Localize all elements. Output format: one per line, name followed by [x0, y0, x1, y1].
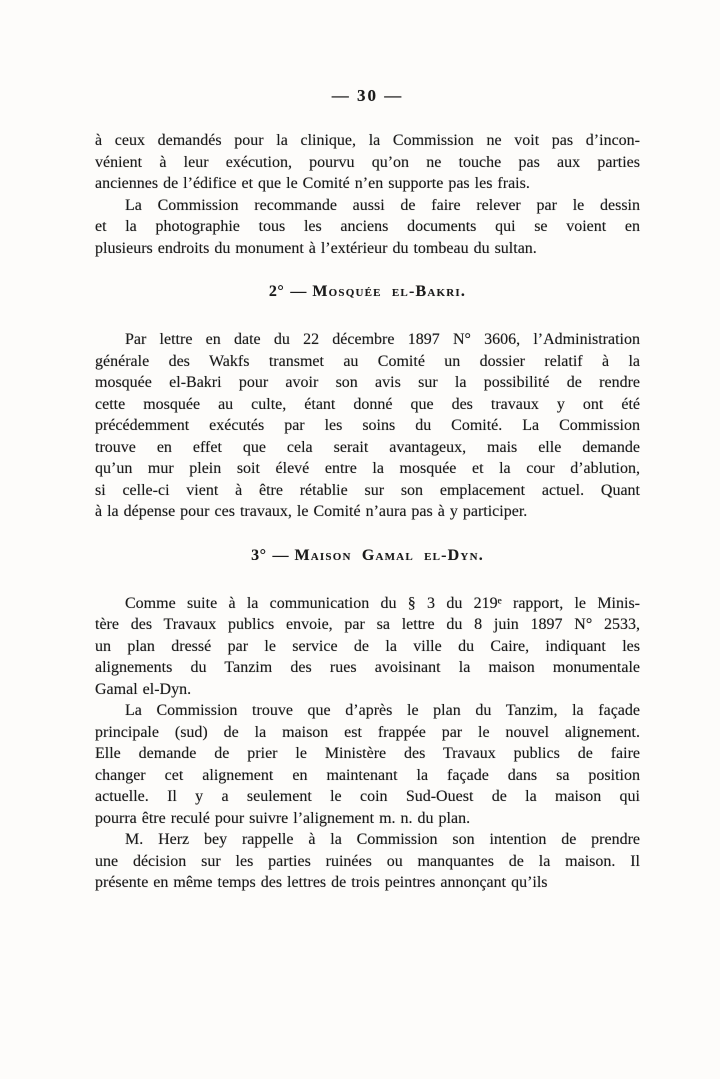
heading-dash: — — [290, 283, 307, 300]
heading-number: 2° — [268, 283, 285, 300]
text-line: Elle demande de prier le Ministère des Travaux publics de faire — [95, 745, 640, 762]
text-line: à la dépense pour ces travaux, le Comité n’aura pas à y participer. — [95, 503, 528, 520]
text-line: anciennes de l’édifice et que le Comité n’en supporte pas les frais. — [95, 175, 530, 192]
heading-dash: — — [272, 546, 289, 564]
text-line: et la photographie tous les anciens documents qui se voient en — [95, 218, 640, 235]
section-heading — [95, 545, 640, 567]
paragraph — [95, 195, 640, 260]
text-line: alignements du Tanzim des rues avoisinant la maison monumentale — [95, 659, 640, 676]
text-line: principale (sud) de la maison est frappée par le nouvel alignement. — [95, 723, 640, 741]
text-line: Gamal el-Dyn. — [95, 680, 192, 698]
text-line: un plan dressé par le service de la ville du Caire, indiquant les — [95, 637, 640, 655]
text-line: actuelle. Il y a seulement le coin Sud-Ouest de la maison qui — [95, 788, 640, 805]
paragraph — [95, 329, 640, 523]
text-line: générale des Wakfs transmet au Comité un dossier relatif à la — [95, 352, 640, 370]
text-line: mosquée el-Bakri pour avoir son avis sur la possibilité de rendre — [95, 374, 640, 391]
text-line: Par lettre en date du 22 décembre 1897 N° 3606, l’Administration — [125, 331, 640, 348]
text-line: Comme suite à la communication du § 3 du 219ᵉ rapport, le Minis- — [125, 594, 640, 612]
text-line: changer cet alignement en maintenant la façade dans sa position — [95, 766, 640, 784]
text-line: M. Herz bey rappelle à la Commission son intention de prendre — [125, 831, 640, 848]
heading-title: Mosquée el-Bakri. — [312, 283, 467, 300]
text-line: plusieurs endroits du monument à l’extérieur du tombeau du sultan. — [95, 239, 537, 257]
text-line: La Commission trouve que d’après le plan du Tanzim, la façade — [125, 702, 640, 719]
section-heading — [95, 281, 640, 303]
text-line: vénient à leur exécution, pourvu qu’on ne touche pas aux parties — [95, 153, 640, 171]
text-line: tère des Travaux publics envoie, par sa lettre du 8 juin 1897 N° 2533, — [95, 616, 640, 633]
text-line: à ceux demandés pour la clinique, la Commission ne voit pas d’incon- — [95, 132, 640, 149]
paragraph — [95, 829, 640, 894]
heading-title: Maison Gamal el-Dyn. — [294, 546, 484, 564]
heading-number: 3° — [251, 546, 267, 564]
paragraph — [95, 700, 640, 829]
text-line: si celle-ci vient à être rétablie sur son emplacement actuel. Quant — [95, 481, 640, 499]
paragraph — [95, 130, 640, 195]
text-line: pourra être reculé pour suivre l’alignement m. n. du plan. — [95, 809, 471, 827]
text-line: présente en même temps des lettres de trois peintres annonçant qu’ils — [95, 874, 548, 891]
text-line: trouve en effet que cela serait avantageux, mais elle demande — [95, 438, 640, 456]
text-line: une décision sur les parties ruinées ou manquantes de la maison. Il — [95, 852, 640, 870]
paragraph — [95, 593, 640, 701]
text-line: qu’un mur plein soit élevé entre la mosquée et la cour d’ablution, — [95, 460, 640, 477]
page-content — [95, 130, 640, 894]
text-line: cette mosquée au culte, étant donné que des travaux y ont été — [95, 395, 640, 413]
text-line: La Commission recommande aussi de faire relever par le dessin — [125, 196, 640, 214]
page-number: — 30 — — [331, 86, 404, 105]
text-line: précédemment exécutés par les soins du Comité. La Commission — [95, 417, 640, 434]
